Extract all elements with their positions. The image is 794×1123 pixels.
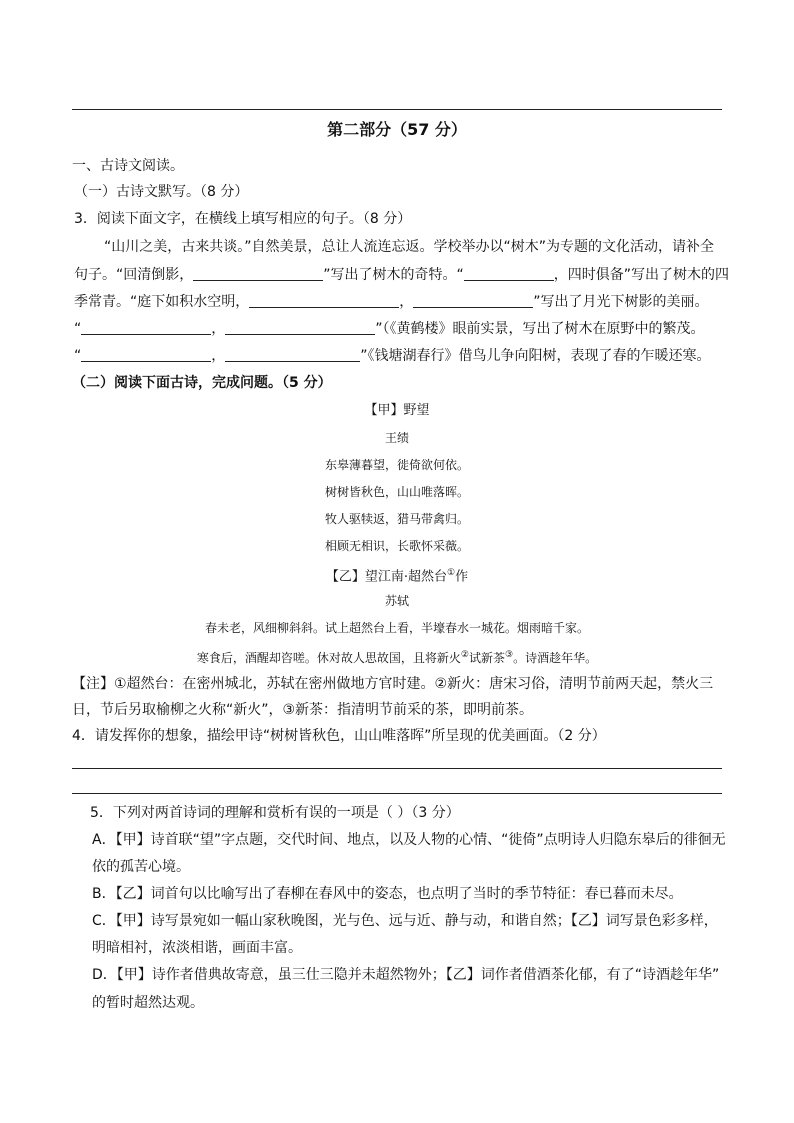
- option-d[interactable]: D．【甲】诗作者借典故寄意，虽三仕三隐并未超然物外；【乙】词作者借酒茶化郁，有了“诗酒趁年华”: [92, 967, 720, 983]
- poem-b-title-text: 【乙】望江南·超然台: [325, 569, 448, 585]
- answer-blank[interactable]: [464, 266, 554, 281]
- answer-blank[interactable]: [249, 293, 399, 308]
- answer-blank[interactable]: [193, 266, 323, 281]
- option-b[interactable]: B．【乙】词首句以比喻写出了春柳在春风中的姿态，也点明了当时的季节特征：春已暮而未尽。: [92, 886, 683, 902]
- poem-b-author: 苏轼: [384, 594, 409, 608]
- section-heading: 一、古诗文阅读。: [72, 158, 184, 174]
- option-d-continued: 的暂时超然达观。: [92, 995, 204, 1011]
- note-line: 【注】①超然台：在密州城北，苏轼在密州做地方官时建。②新火：唐宋习俗，清明节前两天起，禁火三: [72, 676, 714, 692]
- answer-line[interactable]: [72, 793, 722, 794]
- subsection-heading: （二）阅读下面古诗，完成问题。（5 分）: [72, 375, 332, 391]
- answer-blank[interactable]: [413, 293, 533, 308]
- question-3-stem: 3．阅读下面文字，在横线上填写相应的句子。（8 分）: [74, 211, 412, 227]
- question-5-stem: 5．下列对两首诗词的理解和赏析有误的一项是（ ）（3 分）: [90, 805, 460, 821]
- poem-b-text: 寒食后，酒醒却咨嗟。休对故人思故国，且将新火: [196, 651, 461, 665]
- poem-b-text: 。诗酒趁年华。: [513, 651, 598, 665]
- subsection-heading: （一）古诗文默写。（8 分）: [74, 184, 249, 200]
- poem-a-author: 王绩: [384, 431, 409, 445]
- passage-text: ”《钱塘湖春行》借鸟儿争向阳树，表现了春的乍暖还寒。: [360, 348, 711, 364]
- passage-text: ”写出了月光下树影的美丽。: [533, 294, 709, 310]
- passage-text: “: [74, 348, 82, 364]
- passage-text: ，: [211, 348, 226, 364]
- passage-text: ，: [399, 294, 414, 310]
- passage-text: ”写出了树木的奇特。“: [323, 267, 464, 283]
- footnote-marker: ②: [460, 650, 469, 660]
- poem-a-title: 【甲】野望: [364, 403, 430, 418]
- question-3-passage-line: [74, 293, 709, 311]
- passage-text: ，: [211, 321, 226, 337]
- poem-a-line: 相顾无相识，长歌怀采薇。: [324, 539, 469, 553]
- answer-blank[interactable]: [225, 320, 375, 335]
- poem-b-line: [0, 646, 794, 667]
- answer-line[interactable]: [72, 768, 722, 769]
- answer-blank[interactable]: [81, 347, 211, 362]
- note-line: 日，节后另取榆柳之火称“新火”，③新茶：指清明节前采的茶，即明前茶。: [72, 702, 534, 718]
- poem-b-text: 试新茶: [468, 651, 505, 665]
- passage-text: 句子。“回清倒影，: [74, 267, 194, 283]
- question-3-passage-line: “山川之美，古来共谈。”自然美景，总让人流连忘返。学校举办以“树木”为专题的文化活动，请补全: [104, 239, 715, 255]
- passage-text: “: [74, 321, 82, 337]
- poem-a-line: 东皋薄暮望，徙倚欲何依。: [324, 458, 469, 472]
- passage-text: ，四时俱备”写出了树木的四: [553, 267, 730, 283]
- footnote-marker: ①: [447, 568, 456, 578]
- answer-blank[interactable]: [225, 347, 360, 362]
- option-a[interactable]: A．【甲】诗首联“望”字点题，交代时间、地点，以及人物的心情、“徙倚”点明诗人归隐东皋后的徘徊无: [92, 832, 726, 848]
- passage-text: ”（《黄鹤楼》眼前实景，写出了树木在原野中的繁茂。: [375, 321, 705, 337]
- option-a-continued: 依的孤苦心境。: [92, 859, 190, 875]
- poem-a-line: 树树皆秋色，山山唯落晖。: [324, 485, 469, 499]
- part-title: 第二部分（57 分）: [327, 120, 467, 139]
- poem-b-title: [0, 564, 794, 586]
- question-4-stem: 4．请发挥你的想象，描绘甲诗“树树皆秋色，山山唯落晖”所呈现的优美画面。（2 分）: [72, 728, 606, 744]
- answer-blank[interactable]: [81, 320, 211, 335]
- option-c-continued: 明暗相衬，浓淡相谐，画面丰富。: [92, 940, 302, 956]
- question-3-passage-line: [74, 320, 705, 338]
- poem-a-line: 牧人驱犊返，猎马带禽归。: [324, 512, 469, 526]
- option-c[interactable]: C．【甲】诗写景宛如一幅山家秋晚图，光与色、远与近、静与动，和谐自然；【乙】词写景色彩多样，: [92, 913, 718, 929]
- poem-b-title-end: 作: [455, 569, 469, 585]
- question-3-passage-line: [74, 347, 711, 365]
- top-divider: [72, 109, 722, 110]
- poem-b-line: 春未老，风细柳斜斜。试上超然台上看，半壕春水一城花。烟雨暗千家。: [204, 621, 589, 635]
- footnote-marker: ③: [505, 650, 514, 660]
- passage-text: 季常青。“庭下如积水空明，: [74, 294, 250, 310]
- question-3-passage-line: [74, 266, 729, 284]
